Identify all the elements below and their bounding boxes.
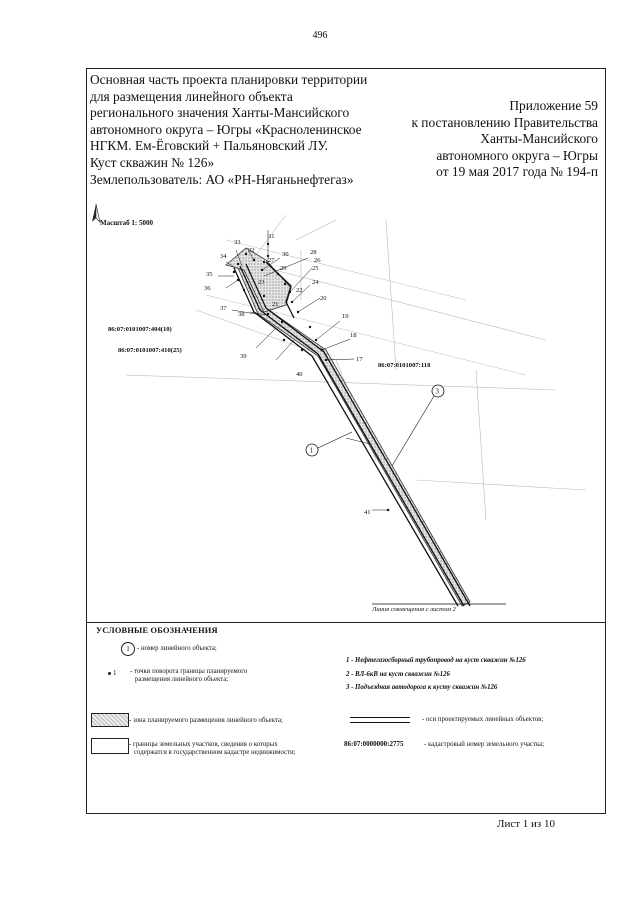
svg-text:37: 37 xyxy=(220,305,227,312)
svg-text:20: 20 xyxy=(320,295,327,302)
svg-text:39: 39 xyxy=(240,353,247,360)
appendix-line: от 19 мая 2017 года № 194-п xyxy=(436,164,598,180)
legend-object-number-text: - номер линейного объекта; xyxy=(137,645,217,652)
legend-object-number-marker: 1 xyxy=(121,642,135,656)
map-scale: Масштаб 1: 5000 xyxy=(100,219,153,227)
legend-axes-text: - оси проектируемых линейных объектов; xyxy=(422,716,544,723)
legend-turn-point-line: - точки поворота границы планируемого xyxy=(130,668,248,675)
legend-turn-point-line: размещения линейного объекта; xyxy=(135,676,229,683)
object-number-1: 1 xyxy=(309,446,313,455)
svg-text:19: 19 xyxy=(342,313,349,320)
parcel-boundaries xyxy=(126,215,586,520)
header-title-line: регионального значения Ханты-Мансийского xyxy=(90,105,350,121)
header-title-line: НГКМ. Ем-Ёговский + Пальяновский ЛУ. xyxy=(90,138,329,154)
legend-title: УСЛОВНЫЕ ОБОЗНАЧЕНИЯ xyxy=(96,626,218,635)
legend-object-1: 1 - Нефтегазосборный трубопровод на куст скважин №126 xyxy=(346,657,526,664)
svg-text:24: 24 xyxy=(312,279,319,286)
cadastral-label: 86:07:0101007:410(25) xyxy=(118,347,182,354)
appendix-line: автономного округа – Югры xyxy=(436,147,598,163)
svg-text:40: 40 xyxy=(296,371,303,378)
combine-line-label: Линия совмещения с листом 2 xyxy=(372,606,456,613)
svg-text:33: 33 xyxy=(234,239,241,246)
svg-text:21: 21 xyxy=(272,301,279,308)
appendix-line: к постановлению Правительства xyxy=(411,114,598,130)
legend-cadastral-example: 86:07:0000000:2775 xyxy=(344,740,404,748)
svg-text:30: 30 xyxy=(282,251,289,258)
svg-text:29: 29 xyxy=(280,265,287,272)
header-title-line: Куст скважин № 126» xyxy=(90,154,215,170)
turn-points xyxy=(204,230,390,516)
legend-zone-swatch xyxy=(91,713,129,727)
svg-text:18: 18 xyxy=(350,332,357,339)
svg-text:41: 41 xyxy=(364,509,371,516)
legend-object-2: 2 - ВЛ-6кВ на куст скважин №126 xyxy=(346,671,450,678)
legend-parcel-line: содержатся в государственном кадастре недвижимости; xyxy=(134,749,296,756)
legend-axes-swatch xyxy=(350,717,410,723)
header-title-line: автономного округа – Югры «Красноленинское xyxy=(90,121,362,137)
header-title-block xyxy=(90,72,390,188)
svg-text:38: 38 xyxy=(238,311,245,318)
legend-turn-point-marker-number: 1 xyxy=(113,669,117,677)
header-title-line: для размещения линейного объекта xyxy=(90,88,293,104)
svg-text:23: 23 xyxy=(258,279,265,286)
planning-map xyxy=(86,200,606,622)
svg-text:34: 34 xyxy=(220,253,227,260)
svg-text:35: 35 xyxy=(206,271,213,278)
legend-parcel-swatch xyxy=(91,738,129,754)
svg-text:26: 26 xyxy=(314,257,321,264)
appendix-line: Приложение 59 xyxy=(509,98,598,113)
legend-parcel-text xyxy=(129,741,296,757)
legend-object-3: 3 - Подъездная автодорога к кусту скважин №126 xyxy=(346,684,498,691)
legend-turn-point-marker xyxy=(108,669,117,677)
legend-zone-text: - зона планируемого размещения линейного объекта; xyxy=(129,717,283,724)
svg-text:28: 28 xyxy=(310,249,317,256)
svg-text:32: 32 xyxy=(248,247,255,254)
object-number-3: 3 xyxy=(435,387,439,396)
svg-text:27: 27 xyxy=(268,257,275,264)
header-landuser-line: Землепользователь: АО «РН-Няганьнефтегаз» xyxy=(90,171,354,187)
legend-cadastral-text: - кадастровый номер земельного участка; xyxy=(424,741,545,748)
legend-separator xyxy=(86,622,606,623)
svg-text:31: 31 xyxy=(268,233,275,240)
cadastral-label: 86:07:0101007:404(10) xyxy=(108,326,172,333)
header-appendix-block xyxy=(358,98,598,181)
legend-parcel-line: - границы земельных участков, сведения о которых xyxy=(129,741,278,748)
appendix-line: Ханты-Мансийского xyxy=(480,131,598,147)
svg-text:17: 17 xyxy=(356,356,363,363)
legend-turn-point-text xyxy=(130,668,247,684)
header-title-line: Основная часть проекта планировки территории xyxy=(90,72,368,87)
north-arrow-icon xyxy=(92,204,100,222)
cadastral-label: 86:07:0101007:118 xyxy=(378,362,431,369)
placement-zone xyxy=(238,264,470,606)
svg-text:22: 22 xyxy=(296,287,303,294)
svg-text:36: 36 xyxy=(204,285,211,292)
page-number: 496 xyxy=(312,30,328,41)
svg-text:25: 25 xyxy=(312,265,319,272)
sheet-counter: Лист 1 из 10 xyxy=(497,818,556,830)
